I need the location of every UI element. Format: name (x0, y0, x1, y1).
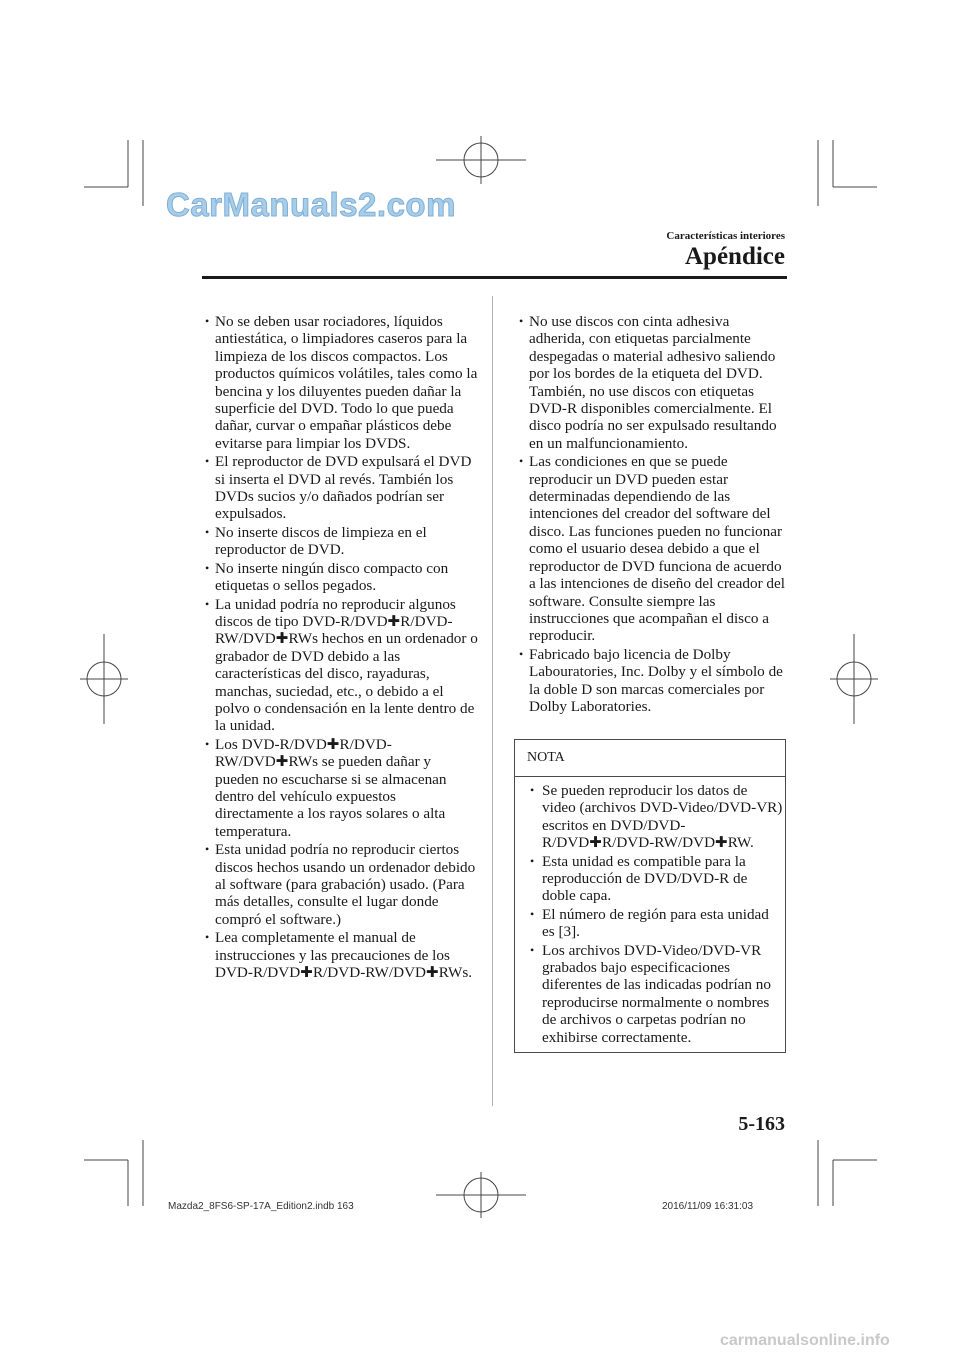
footer-timestamp: 2016/11/09 16:31:03 (662, 1201, 754, 1212)
list-item (204, 313, 478, 452)
note-item-text: Se pueden reproducir los datos de video (archivos DVD-Video/DVD-VR) escritos en DVD/DVD-R/DVD✚R/DVD-RW/DVD✚RW. (542, 782, 783, 852)
list-item-text: La unidad podría no reproducir algunos discos de tipo DVD-R/DVD✚R/DVD-RW/DVD✚RWs hechos en un ordenador o grabador de DVD debido a las características del disco, rayaduras, manchas, suciedad, etc., o debido a el polvo o condensación en la lente dentro de la unidad. (215, 595, 478, 735)
bullet-icon: • (530, 853, 535, 868)
bullet-icon: • (205, 596, 210, 611)
page-number: 5-163 (738, 1113, 785, 1135)
list-item-text: Esta unidad podría no reproducir ciertos discos hechos usando un ordenador debido al software (para grabación) usado. (Para más detalles, consulte el lugar donde compró el software.) (215, 841, 476, 928)
right-column (518, 313, 788, 716)
list-item-text: No se deben usar rociadores, líquidos antiestática, o limpiadores caseros para la limpieza de los discos compactos. Los productos químicos volátiles, tales como la bencina y los diluyentes pueden dañar la superficie del DVD. Todo lo que pueda dañar, curvar o empañar plásticos debe evitarse para limpiar los DVDS. (215, 313, 478, 452)
list-item-text: No inserte ningún disco compacto con etiquetas o sellos pegados. (215, 559, 449, 595)
list-item-text: Las condiciones en que se puede reproducir un DVD pueden estar determinadas dependiendo de las intenciones del creador del software del disco. Las funciones pueden no funcionar como el usuario desea debido a que el reproductor de DVD funciona de acuerdo a las intenciones de diseño del creador del software. Consulte siempre las instrucciones que acompañan el disco a reproducir. (529, 453, 785, 645)
bullet-icon: • (205, 314, 210, 328)
bullet-icon: • (205, 560, 210, 575)
bullet-icon: • (530, 906, 535, 921)
section-label: Características interiores (666, 230, 785, 242)
list-item (204, 736, 478, 840)
watermark-logo-top: CarManuals2.com (166, 186, 456, 223)
footer-filename: Mazda2_8FS6-SP-17A_Edition2.indb 163 (168, 1201, 354, 1212)
list-item (204, 560, 478, 595)
list-item (204, 596, 478, 735)
note-item-text: Esta unidad es compatible para la reproducción de DVD/DVD-R de doble capa. (542, 852, 748, 905)
note-divider (515, 776, 785, 777)
note-item (527, 782, 783, 852)
list-item (204, 929, 478, 981)
bullet-icon: • (205, 524, 210, 539)
note-item (527, 942, 783, 1046)
bullet-icon: • (205, 842, 210, 857)
note-item (527, 906, 783, 941)
list-item-text: No inserte discos de limpieza en el reproductor de DVD. (215, 523, 427, 559)
note-box (514, 739, 786, 1053)
bullet-icon: • (519, 314, 524, 328)
watermark-bottom: carmanualsonline.info (720, 1332, 890, 1349)
list-item-text: No use discos con cinta adhesiva adherida, con etiquetas parcialmente despegadas o material adhesivo saliendo por los bordes de la etiqueta del DVD. También, no use discos con etiquetas DVD-R disponibles comercialmente. El disco podría no ser expulsado resultando en un malfuncionamiento. (529, 313, 777, 452)
bullet-icon: • (530, 942, 535, 957)
page-title: Apéndice (685, 243, 785, 270)
list-item-text: El reproductor de DVD expulsará el DVD si inserta el DVD al revés. También los DVDs sucios y/o dañados podrían ser expulsados. (215, 453, 472, 523)
note-title: NOTA (527, 750, 565, 765)
list-item (518, 646, 788, 716)
list-item-text: Lea completamente el manual de instrucciones y las precauciones de los DVD-R/DVD✚R/DVD-RW/DVD✚RWs. (215, 929, 473, 982)
bullet-icon: • (519, 646, 524, 661)
note-item-text: Los archivos DVD-Video/DVD-VR grabados bajo especificaciones diferentes de las indicadas podrían no reproducirse normalmente o nombres de archivos o carpetas podrían no exhibirse correctamente. (542, 941, 771, 1046)
bullet-icon: • (205, 930, 210, 945)
note-list (527, 782, 783, 1047)
header-rule (202, 276, 787, 279)
list-item (518, 453, 788, 644)
list-item (204, 841, 478, 928)
list-item-text: Los DVD-R/DVD✚R/DVD-RW/DVD✚RWs se pueden dañar y pueden no escucharse si se almacenan dentro del vehículo expuestos directamente a los rayos solares o alta temperatura. (215, 735, 447, 840)
bullet-icon: • (205, 454, 210, 469)
list-item (518, 313, 788, 452)
left-column (204, 313, 478, 982)
list-item (204, 524, 478, 559)
note-item-text: El número de región para esta unidad es [3]. (542, 905, 769, 941)
list-item (204, 453, 478, 523)
note-item (527, 853, 783, 905)
bullet-icon: • (530, 783, 535, 797)
bullet-icon: • (205, 736, 210, 751)
list-item-text: Fabricado bajo licencia de Dolby Labouratories, Inc. Dolby y el símbolo de la doble D son marcas comerciales por Dolby Laboratories. (529, 645, 783, 715)
bullet-icon: • (519, 454, 524, 469)
column-divider (492, 296, 493, 1106)
